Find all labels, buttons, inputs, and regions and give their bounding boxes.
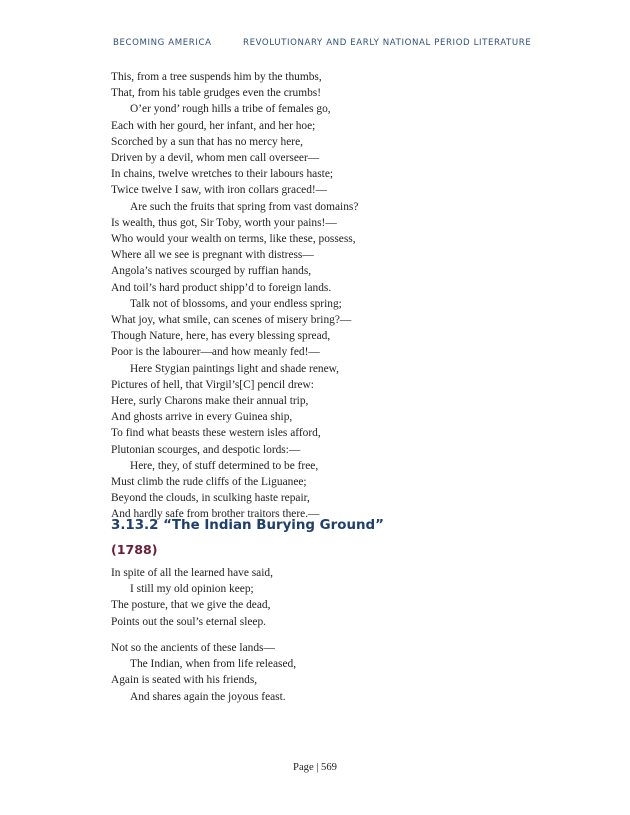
poem-line: Angola’s natives scourged by ruffian hands,: [111, 265, 312, 278]
poem-line: Though Nature, here, has every blessing spread,: [111, 330, 331, 343]
poem-line: Twice twelve I saw, with iron collars graced!—: [111, 184, 328, 197]
header-section-title: REVOLUTIONARY AND EARLY NATIONAL PERIOD LITERATURE: [243, 38, 532, 48]
poem-line: And toil’s hard product shipp’d to foreign lands.: [111, 281, 332, 294]
poem-line: What joy, what smile, can scenes of misery bring?—: [111, 314, 352, 327]
poem-stanza-2: [111, 640, 296, 705]
poem-line: In chains, twelve wretches to their labours haste;: [111, 168, 334, 181]
poem-line: Must climb the rude cliffs of the Liguanee;: [111, 476, 307, 489]
running-header: [113, 38, 532, 48]
poem-continued: [111, 69, 358, 523]
poem-line: To find what beasts these western isles afford,: [111, 427, 321, 440]
poem-line: Not so the ancients of these lands—: [111, 642, 275, 654]
poem-line: And hardly safe from brother traitors there.—: [111, 508, 320, 521]
poem-line: Each with her gourd, her infant, and her hoe;: [111, 119, 316, 132]
poem-line: This, from a tree suspends him by the thumbs,: [111, 71, 322, 83]
poem-line: And shares again the joyous feast.: [130, 690, 286, 703]
poem-line: Is wealth, thus got, Sir Toby, worth your pains!—: [111, 216, 337, 229]
poem-line: That, from his table grudges even the crumbs!: [111, 87, 322, 100]
poem-line: The Indian, when from life released,: [130, 658, 297, 671]
poem-line: I still my old opinion keep;: [130, 583, 254, 596]
poem-line: Where all we see is pregnant with distress—: [111, 249, 314, 262]
poem-line: Beyond the clouds, in sculking haste repair,: [111, 492, 310, 505]
poem-line: Again is seated with his friends,: [111, 674, 258, 687]
header-book-title: BECOMING AMERICA: [113, 38, 212, 48]
poem-line: Who would your wealth on terms, like these, possess,: [111, 233, 356, 246]
poem-line: Driven by a devil, whom men call overseer—: [111, 152, 320, 165]
poem-line: Here, surly Charons make their annual trip,: [111, 395, 309, 408]
poem-line: Plutonian scourges, and despotic lords:—: [111, 443, 301, 456]
poem-line: And ghosts arrive in every Guinea ship,: [111, 411, 293, 424]
page-number: Page | 569: [293, 762, 337, 773]
poem-line: In spite of all the learned have said,: [111, 567, 273, 579]
poem-line: Pictures of hell, that Virgil’s[C] pencil drew:: [111, 378, 314, 391]
poem-line: O’er yond’ rough hills a tribe of females go,: [130, 103, 331, 116]
poem-line: Points out the soul’s eternal sleep.: [111, 615, 267, 628]
poem-stanza-1: [111, 565, 273, 630]
poem-line: Here, they, of stuff determined to be free,: [130, 459, 319, 472]
poem-line: Scorched by a sun that has no mercy here,: [111, 135, 303, 148]
section-heading: 3.13.2 “The Indian Burying Ground”: [111, 518, 384, 533]
poem-line: Poor is the labourer—and how meanly fed!—: [111, 346, 320, 359]
section-year: (1788): [111, 542, 158, 557]
poem-line: Here Stygian paintings light and shade renew,: [130, 362, 339, 375]
poem-line: Talk not of blossoms, and your endless spring;: [130, 297, 342, 310]
poem-line: Are such the fruits that spring from vast domains?: [130, 200, 359, 213]
poem-line: The posture, that we give the dead,: [111, 599, 271, 612]
